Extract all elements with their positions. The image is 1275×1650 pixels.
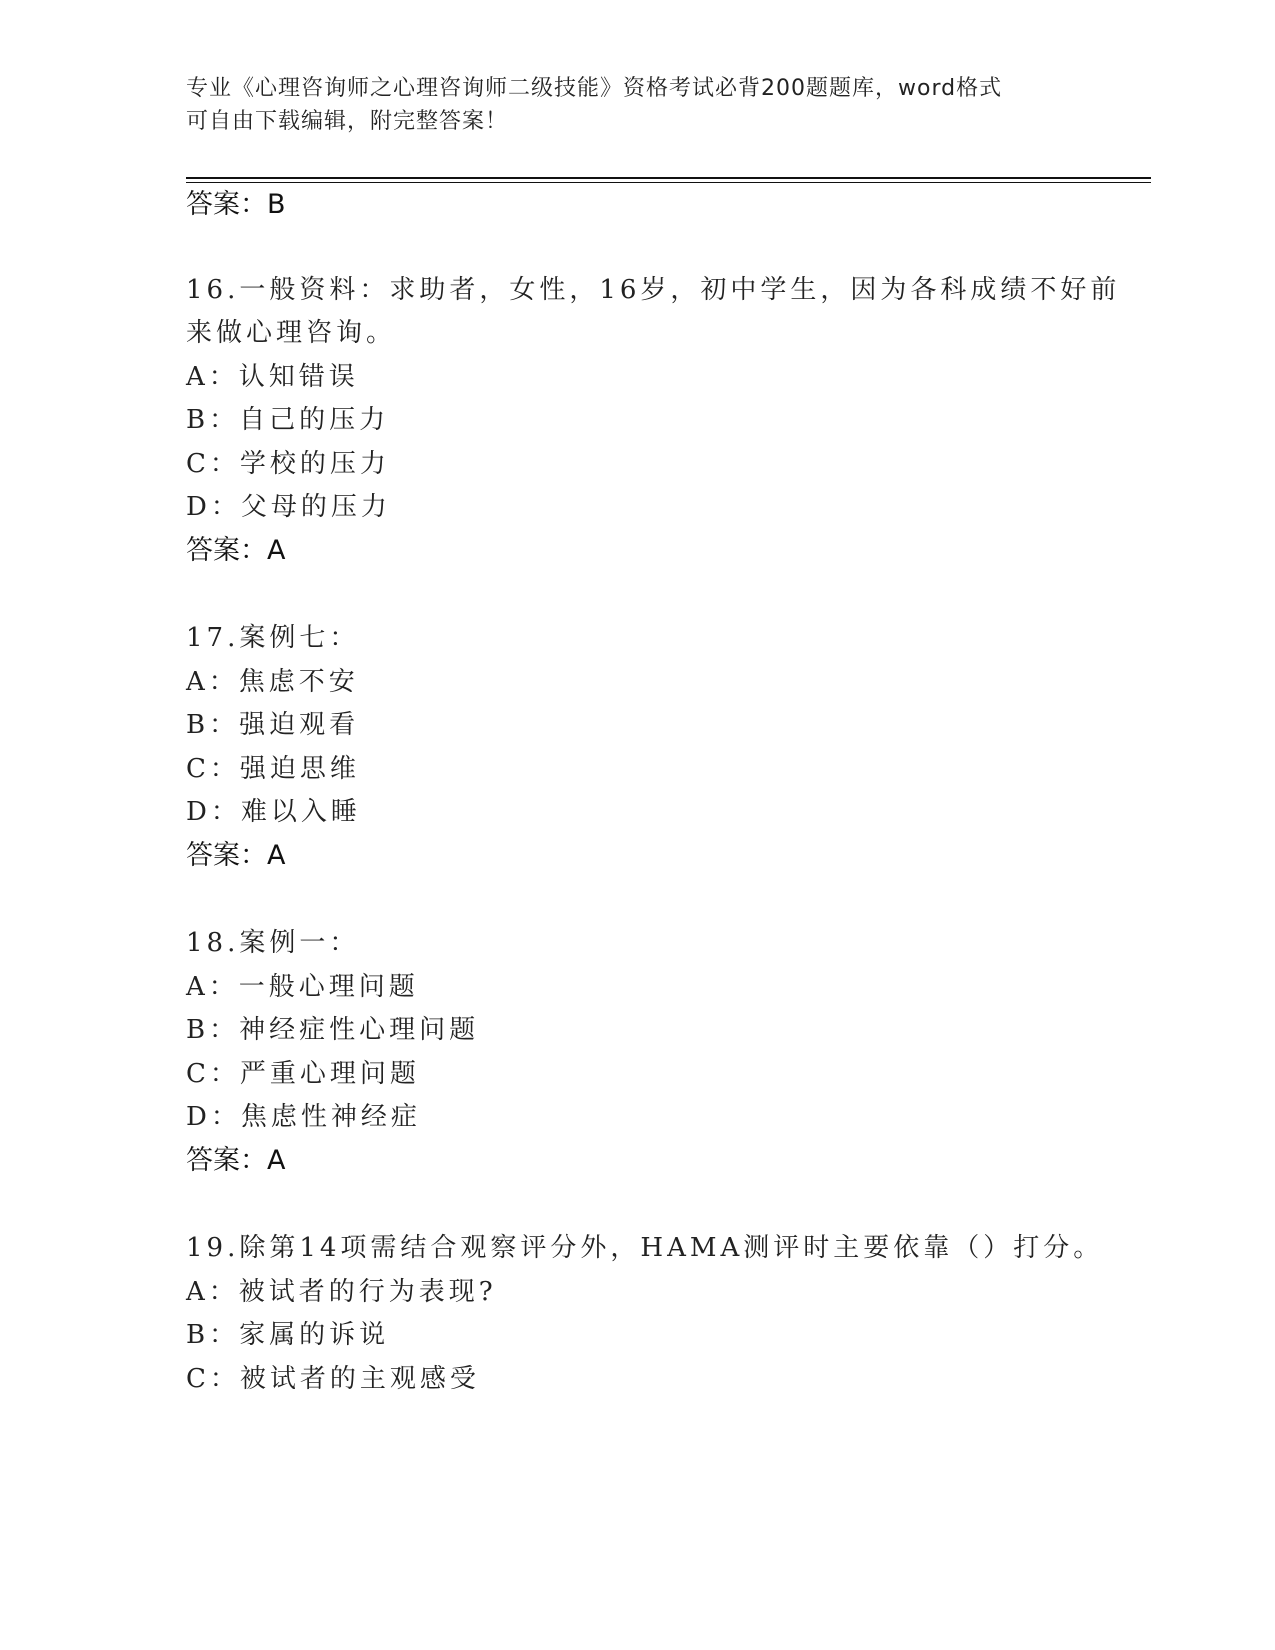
question-17-option-b: B：强迫观看 — [186, 710, 360, 740]
question-17-option-c: C：强迫思维 — [186, 754, 360, 784]
header-rule-thin — [186, 182, 1151, 183]
question-19-option-a: A：被试者的行为表现? — [186, 1277, 497, 1307]
document-header — [186, 72, 1086, 138]
question-16-stem-line-2: 来做心理咨询。 — [186, 318, 397, 348]
question-19-option-b: B：家属的诉说 — [186, 1320, 390, 1350]
question-16-answer: 答案：A — [186, 535, 286, 566]
question-17-option-a: A：焦虑不安 — [186, 667, 359, 697]
header-line-1: 专业《心理咨询师之心理咨询师二级技能》资格考试必背200题题库，word格式 — [186, 76, 1003, 101]
question-16-stem-line-1: 16.一般资料：求助者，女性，16岁，初中学生，因为各科成绩不好前 — [186, 275, 1121, 305]
question-17-answer: 答案：A — [186, 840, 286, 871]
question-19-stem: 19.除第14项需结合观察评分外，HAMA测评时主要依靠（）打分。 — [186, 1233, 1104, 1263]
question-16-option-b: B：自己的压力 — [186, 405, 390, 435]
question-18-option-a: A：一般心理问题 — [186, 972, 419, 1002]
question-19-option-c: C：被试者的主观感受 — [186, 1364, 480, 1394]
question-16-option-a: A：认知错误 — [186, 362, 359, 392]
header-rule-thick — [186, 177, 1151, 179]
question-18-option-c: C：严重心理问题 — [186, 1059, 420, 1089]
header-line-2: 可自由下载编辑，附完整答案！ — [186, 109, 509, 134]
previous-answer: 答案：B — [186, 189, 286, 220]
question-16-option-c: C：学校的压力 — [186, 449, 390, 479]
question-18-answer: 答案：A — [186, 1145, 286, 1176]
question-17-stem: 17.案例七： — [186, 623, 360, 653]
question-18-stem: 18.案例一： — [186, 928, 360, 958]
question-18-option-d: D：焦虑性神经症 — [186, 1102, 421, 1132]
question-17-option-d: D：难以入睡 — [186, 797, 361, 827]
question-16-option-d: D：父母的压力 — [186, 492, 391, 522]
question-18-option-b: B：神经症性心理问题 — [186, 1015, 480, 1045]
